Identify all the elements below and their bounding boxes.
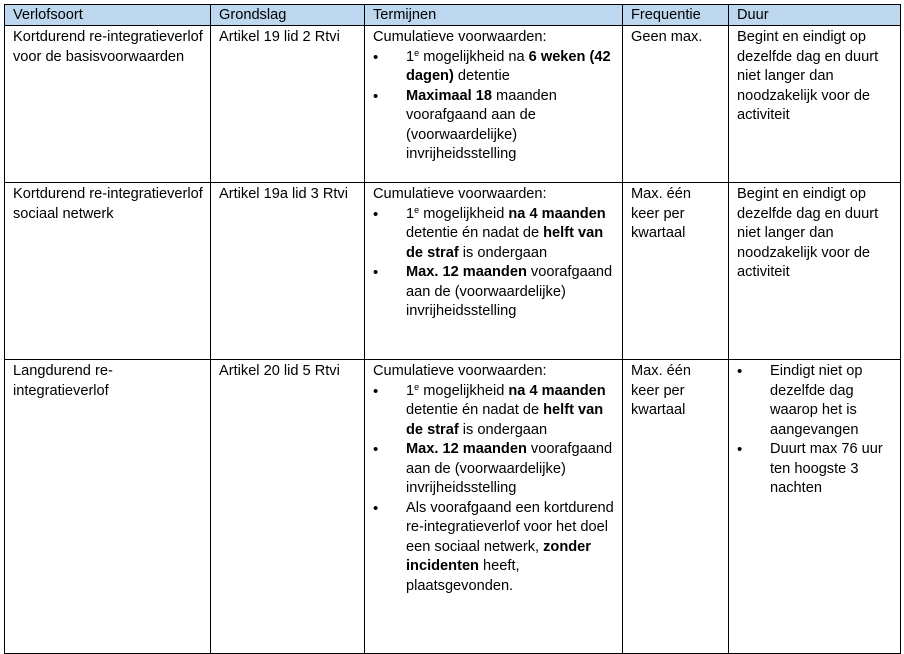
termijnen-list [373, 382, 615, 597]
list-item: • 1e mogelijkheid na 4 maanden detentie én nadat de helft van de straf is ondergaan [373, 205, 615, 264]
cell-verlofsoort: Kortdurend re-integratieverlof sociaal netwerk [5, 183, 211, 360]
table-row [5, 26, 901, 183]
cell-termijnen [365, 360, 623, 654]
table-row [5, 360, 901, 654]
cell-frequentie: Max. één keer per kwartaal [623, 183, 729, 360]
termijnen-intro: Cumulatieve voorwaarden: [373, 363, 547, 379]
cell-grondslag: Artikel 19a lid 3 Rtvi [211, 183, 365, 360]
cell-grondslag: Artikel 20 lid 5 Rtvi [211, 360, 365, 654]
cell-frequentie: Max. één keer per kwartaal [623, 360, 729, 654]
header-grondslag: Grondslag [211, 5, 365, 26]
termijnen-intro: Cumulatieve voorwaarden: [373, 186, 547, 202]
list-item: • 1e mogelijkheid na 4 maanden detentie én nadat de helft van de straf is ondergaan [373, 382, 615, 441]
header-duur: Duur [729, 5, 901, 26]
header-verlofsoort: Verlofsoort [5, 5, 211, 26]
cell-duur: Begint en eindigt op dezelfde dag en duurt niet langer dan noodzakelijk voor de activiteit [729, 26, 901, 183]
list-item: • Duurt max 76 uur ten hoogste 3 nachten [737, 440, 893, 499]
list-item: • Max. 12 maanden voorafgaand aan de (voorwaardelijke) invrijheidsstelling [373, 263, 615, 322]
verlof-table [4, 4, 901, 654]
header-row [5, 5, 901, 26]
duur-list [737, 362, 893, 499]
cell-duur: Begint en eindigt op dezelfde dag en duurt niet langer dan noodzakelijk voor de activiteit [729, 183, 901, 360]
list-item: • Max. 12 maanden voorafgaand aan de (voorwaardelijke) invrijheidsstelling [373, 440, 615, 499]
list-item: • Maximaal 18 maanden voorafgaand aan de (voorwaardelijke) invrijheidsstelling [373, 87, 615, 165]
cell-verlofsoort: Langdurend re-integratieverlof [5, 360, 211, 654]
header-frequentie: Frequentie [623, 5, 729, 26]
termijnen-intro: Cumulatieve voorwaarden: [373, 29, 547, 45]
table-row [5, 183, 901, 360]
cell-termijnen [365, 26, 623, 183]
list-item: • Als voorafgaand een kortdurend re-integratieverlof voor het doel een sociaal netwerk, zonder incidenten heeft, plaatsgevonden. [373, 499, 615, 597]
list-item: • Eindigt niet op dezelfde dag waarop het is aangevangen [737, 362, 893, 440]
termijnen-list [373, 48, 615, 165]
termijnen-list [373, 205, 615, 322]
cell-termijnen [365, 183, 623, 360]
cell-duur [729, 360, 901, 654]
cell-grondslag: Artikel 19 lid 2 Rtvi [211, 26, 365, 183]
list-item: • 1e mogelijkheid na 6 weken (42 dagen) detentie [373, 48, 615, 87]
cell-frequentie: Geen max. [623, 26, 729, 183]
header-termijnen: Termijnen [365, 5, 623, 26]
cell-verlofsoort: Kortdurend re-integratieverlof voor de basisvoorwaarden [5, 26, 211, 183]
